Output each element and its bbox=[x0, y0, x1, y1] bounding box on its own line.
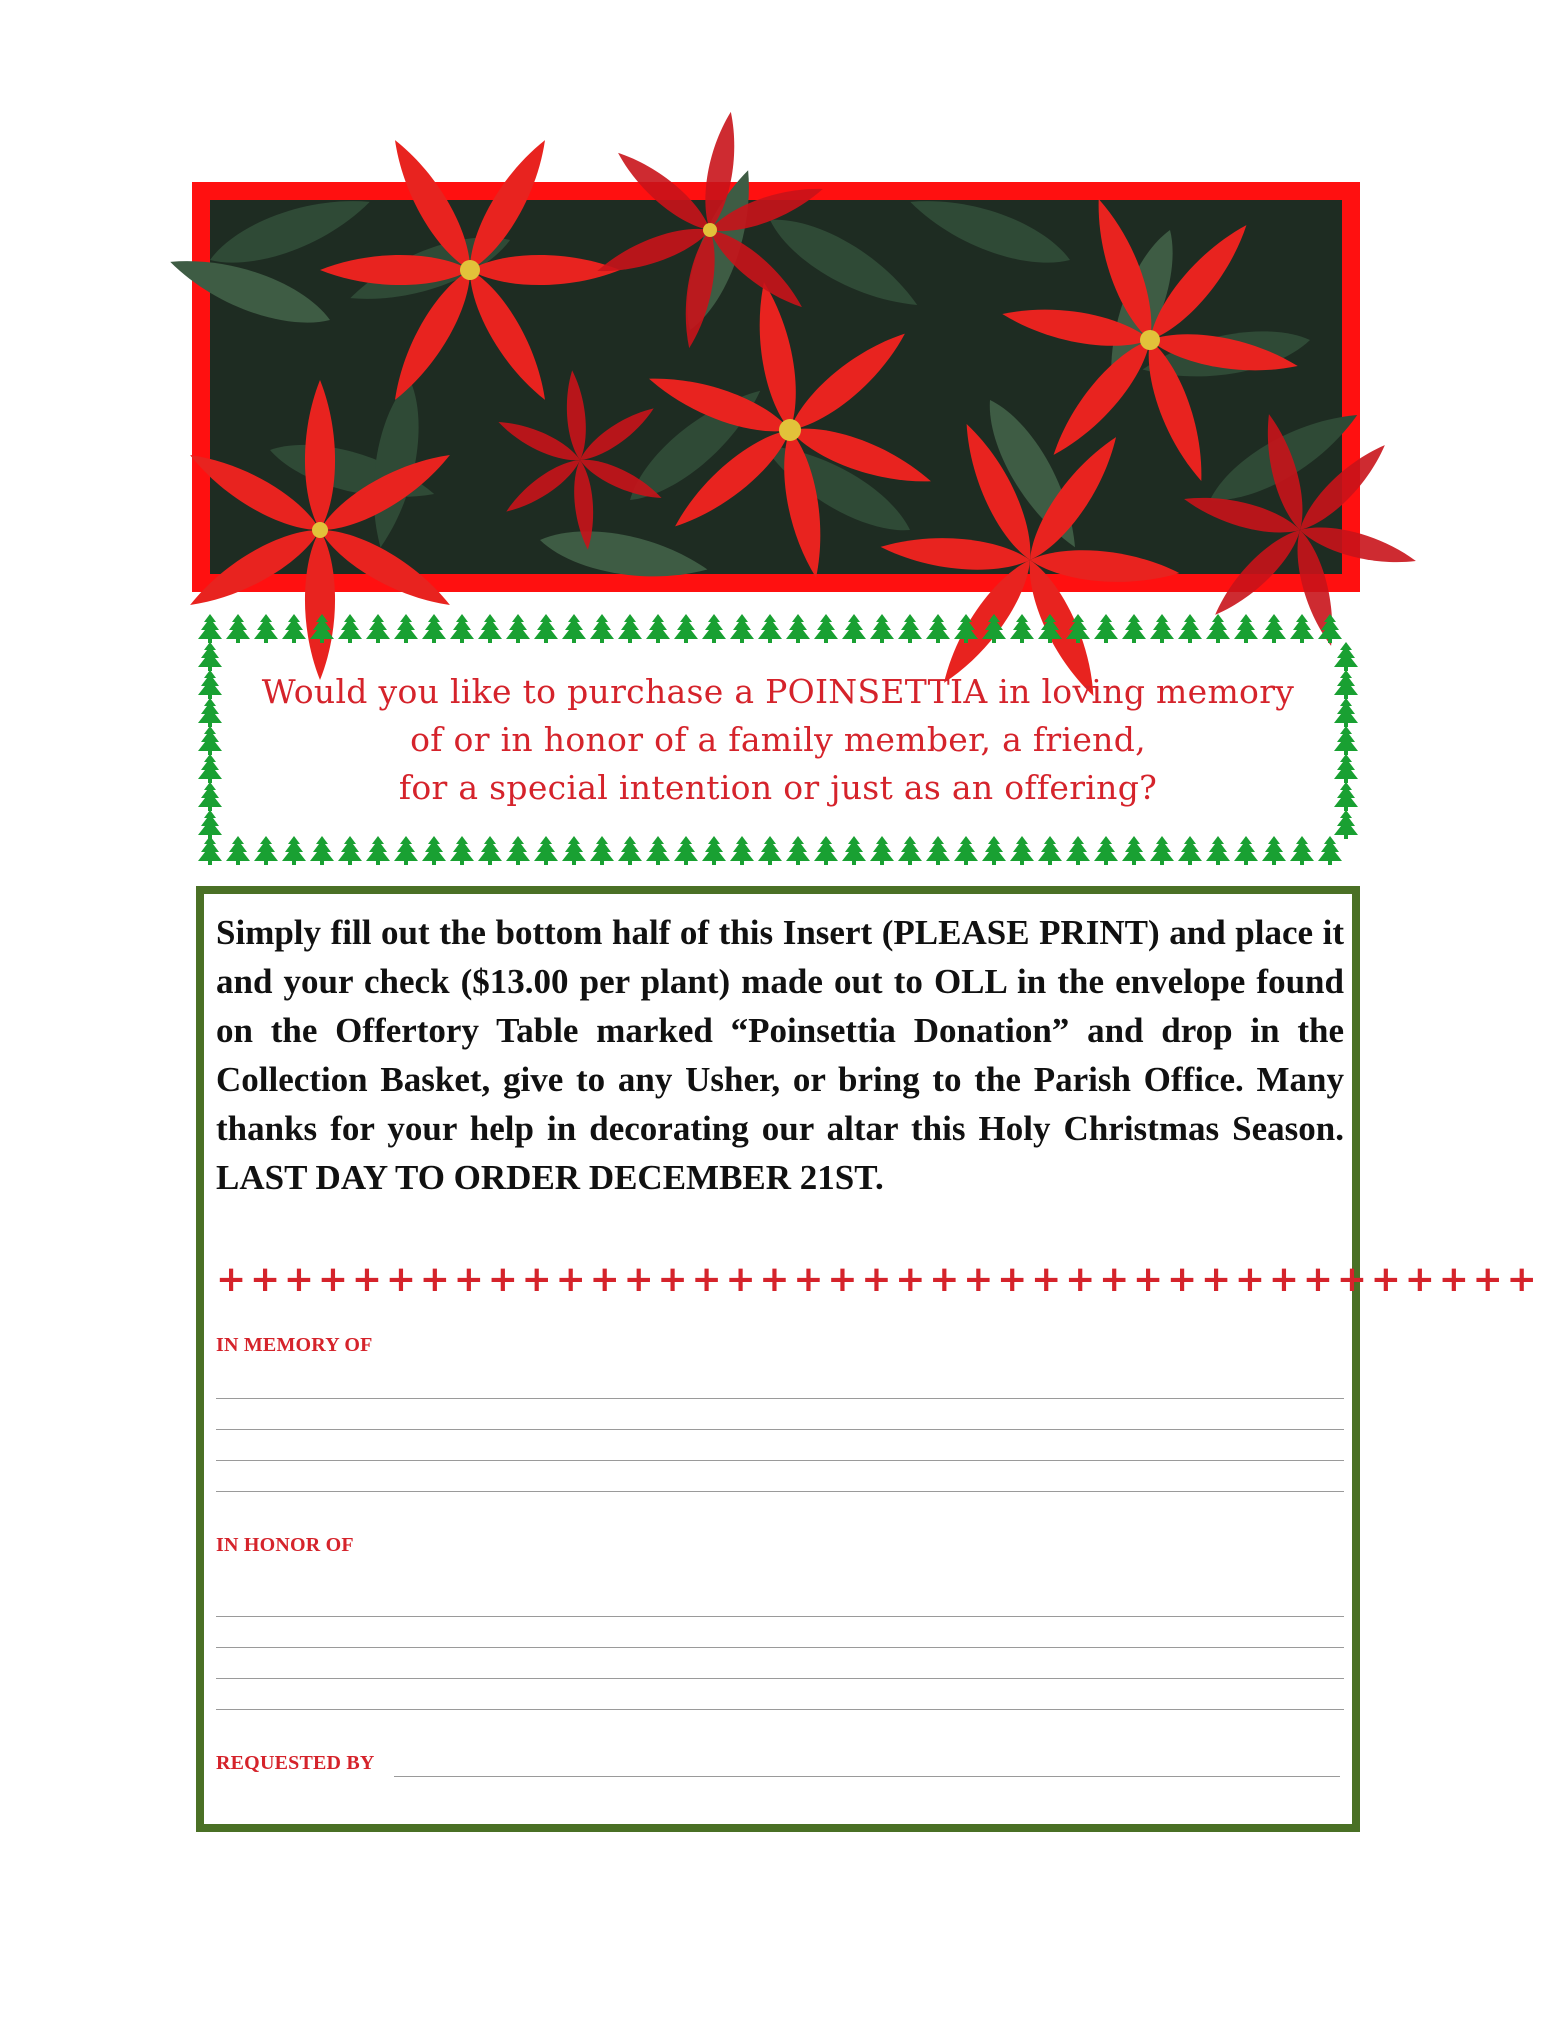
question-line-3: for a special intention or just as an offering? bbox=[398, 768, 1158, 807]
christmas-tree-icon bbox=[1334, 754, 1358, 783]
christmas-tree-icon bbox=[562, 836, 586, 865]
in-memory-line-3[interactable] bbox=[216, 1460, 1344, 1461]
in-honor-line-1[interactable] bbox=[216, 1616, 1344, 1617]
christmas-tree-icon bbox=[1094, 614, 1118, 643]
christmas-tree-icon bbox=[814, 836, 838, 865]
christmas-tree-icon bbox=[646, 836, 670, 865]
christmas-tree-icon bbox=[198, 642, 222, 671]
in-honor-line-4[interactable] bbox=[216, 1709, 1344, 1710]
christmas-tree-icon bbox=[506, 836, 530, 865]
christmas-tree-icon bbox=[338, 614, 362, 643]
in-memory-of-label: IN MEMORY OF bbox=[216, 1334, 373, 1356]
christmas-tree-icon bbox=[1334, 642, 1358, 671]
christmas-tree-icon bbox=[1066, 836, 1090, 865]
christmas-tree-icon bbox=[1206, 614, 1230, 643]
photo-banner-frame bbox=[192, 182, 1360, 592]
christmas-tree-icon bbox=[562, 614, 586, 643]
christmas-tree-icon bbox=[478, 614, 502, 643]
christmas-tree-icon bbox=[870, 614, 894, 643]
christmas-tree-icon bbox=[898, 836, 922, 865]
christmas-tree-icon bbox=[1234, 836, 1258, 865]
question-box bbox=[196, 610, 1360, 868]
question-line-2: of or in honor of a family member, a friend, bbox=[410, 720, 1146, 759]
christmas-tree-icon bbox=[590, 836, 614, 865]
christmas-tree-icon bbox=[814, 614, 838, 643]
poinsettia-image bbox=[210, 200, 1342, 574]
christmas-tree-icon bbox=[1038, 836, 1062, 865]
christmas-tree-icon bbox=[450, 614, 474, 643]
christmas-tree-icon bbox=[394, 614, 418, 643]
christmas-tree-icon bbox=[198, 614, 222, 643]
christmas-tree-icon bbox=[1334, 810, 1358, 839]
christmas-tree-icon bbox=[842, 836, 866, 865]
christmas-tree-icon bbox=[982, 614, 1006, 643]
in-honor-line-3[interactable] bbox=[216, 1678, 1344, 1679]
christmas-tree-icon bbox=[982, 836, 1006, 865]
christmas-tree-icon bbox=[478, 836, 502, 865]
christmas-tree-icon bbox=[1206, 836, 1230, 865]
christmas-tree-icon bbox=[198, 726, 222, 755]
christmas-tree-icon bbox=[1178, 836, 1202, 865]
christmas-tree-icon bbox=[310, 836, 334, 865]
in-memory-line-2[interactable] bbox=[216, 1429, 1344, 1430]
christmas-tree-icon bbox=[1122, 836, 1146, 865]
cross-divider: +++++++++++++++++++++++++++++++++++++++ bbox=[216, 1259, 1541, 1300]
christmas-tree-icon bbox=[506, 614, 530, 643]
christmas-tree-icon bbox=[1234, 614, 1258, 643]
christmas-tree-icon bbox=[674, 836, 698, 865]
in-honor-line-2[interactable] bbox=[216, 1647, 1344, 1648]
christmas-tree-icon bbox=[1318, 614, 1342, 643]
in-honor-of-label: IN HONOR OF bbox=[216, 1534, 354, 1556]
christmas-tree-icon bbox=[674, 614, 698, 643]
requested-by-label: REQUESTED BY bbox=[216, 1752, 375, 1774]
christmas-tree-icon bbox=[450, 836, 474, 865]
christmas-tree-icon bbox=[898, 614, 922, 643]
christmas-tree-icon bbox=[338, 836, 362, 865]
christmas-tree-icon bbox=[954, 614, 978, 643]
christmas-tree-icon bbox=[1334, 782, 1358, 811]
christmas-tree-icon bbox=[1290, 614, 1314, 643]
christmas-tree-icon bbox=[730, 836, 754, 865]
christmas-tree-icon bbox=[198, 836, 222, 865]
christmas-tree-icon bbox=[702, 614, 726, 643]
poinsettia-question bbox=[236, 668, 1320, 812]
christmas-tree-icon bbox=[1010, 836, 1034, 865]
christmas-tree-icon bbox=[730, 614, 754, 643]
christmas-tree-icon bbox=[1262, 836, 1286, 865]
christmas-tree-icon bbox=[1262, 614, 1286, 643]
christmas-tree-icon bbox=[1010, 614, 1034, 643]
christmas-tree-icon bbox=[786, 614, 810, 643]
requested-by-line[interactable] bbox=[394, 1776, 1340, 1777]
order-form-box bbox=[196, 886, 1541, 1832]
christmas-tree-icon bbox=[1094, 836, 1118, 865]
christmas-tree-icon bbox=[534, 614, 558, 643]
christmas-tree-icon bbox=[926, 614, 950, 643]
christmas-tree-icon bbox=[198, 698, 222, 727]
christmas-tree-icon bbox=[1178, 614, 1202, 643]
christmas-tree-icon bbox=[394, 836, 418, 865]
christmas-tree-icon bbox=[926, 836, 950, 865]
christmas-tree-icon bbox=[1122, 614, 1146, 643]
christmas-tree-icon bbox=[618, 836, 642, 865]
christmas-tree-icon bbox=[954, 836, 978, 865]
christmas-tree-icon bbox=[534, 836, 558, 865]
christmas-tree-icon bbox=[1066, 614, 1090, 643]
christmas-tree-icon bbox=[786, 836, 810, 865]
christmas-tree-icon bbox=[1334, 726, 1358, 755]
christmas-tree-icon bbox=[198, 754, 222, 783]
christmas-tree-icon bbox=[310, 614, 334, 643]
instructions-text: Simply fill out the bottom half of this Insert (PLEASE PRINT) and place it and your check ($13.00 per plant) made out to OLL in the envelope found on the Offertory Table marked “Poinsettia Donation” and drop in the Collection Basket, give to any Usher, or bring to the Parish Office. Many thanks for your help in decorating our altar this Holy Christmas Season. LAST DAY TO ORDER DECEMBER 21ST. bbox=[216, 913, 1344, 1197]
christmas-tree-icon bbox=[198, 670, 222, 699]
christmas-tree-icon bbox=[1334, 698, 1358, 727]
christmas-tree-icon bbox=[870, 836, 894, 865]
christmas-tree-icon bbox=[758, 614, 782, 643]
christmas-tree-icon bbox=[1150, 614, 1174, 643]
christmas-tree-icon bbox=[226, 614, 250, 643]
christmas-tree-icon bbox=[422, 614, 446, 643]
christmas-tree-icon bbox=[590, 614, 614, 643]
christmas-tree-icon bbox=[282, 614, 306, 643]
christmas-tree-icon bbox=[1150, 836, 1174, 865]
christmas-tree-icon bbox=[646, 614, 670, 643]
christmas-tree-icon bbox=[254, 614, 278, 643]
christmas-tree-icon bbox=[1318, 836, 1342, 865]
christmas-tree-icon bbox=[366, 614, 390, 643]
christmas-tree-icon bbox=[842, 614, 866, 643]
in-memory-line-1[interactable] bbox=[216, 1398, 1344, 1399]
christmas-tree-icon bbox=[758, 836, 782, 865]
christmas-tree-icon bbox=[366, 836, 390, 865]
christmas-tree-icon bbox=[254, 836, 278, 865]
christmas-tree-icon bbox=[1038, 614, 1062, 643]
christmas-tree-icon bbox=[198, 782, 222, 811]
christmas-tree-icon bbox=[198, 810, 222, 839]
christmas-tree-icon bbox=[702, 836, 726, 865]
christmas-tree-icon bbox=[226, 836, 250, 865]
christmas-tree-icon bbox=[1334, 670, 1358, 699]
poinsettia-photo bbox=[210, 200, 1342, 574]
christmas-tree-icon bbox=[1290, 836, 1314, 865]
christmas-tree-icon bbox=[422, 836, 446, 865]
question-line-1: Would you like to purchase a POINSETTIA in loving memory bbox=[261, 672, 1295, 711]
in-memory-line-4[interactable] bbox=[216, 1491, 1344, 1492]
christmas-tree-icon bbox=[282, 836, 306, 865]
christmas-tree-icon bbox=[618, 614, 642, 643]
